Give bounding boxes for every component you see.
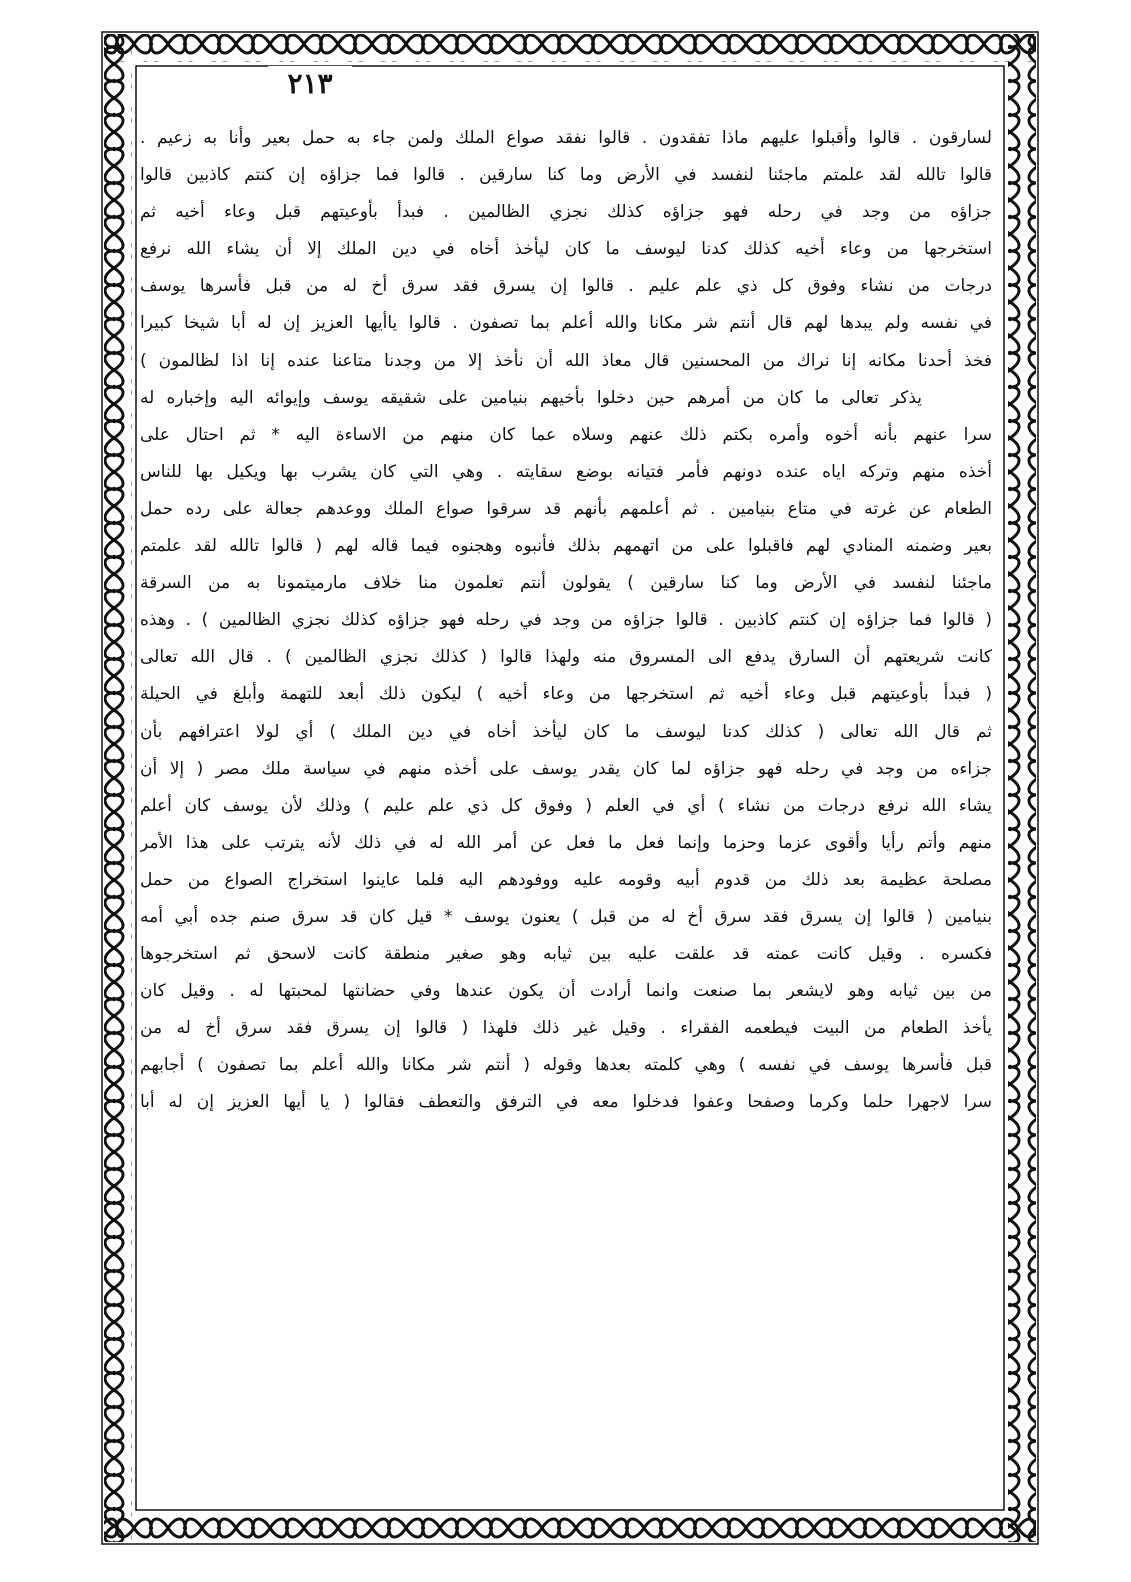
text-line: مصلحة عظيمة بعد ذلك من قدوم أبيه وقومه عليه ووفودهم اليه فلما عاينوا استخراج الصواع من حمل bbox=[140, 869, 992, 890]
text-line: من بين ثيابه وهو لايشعر بما صنعت وانما أرادت أن يكون عندها وفي حضانتها لمحبتها له . وقيل كان bbox=[140, 981, 992, 1002]
text-line: منهم وأتم رأيا وأقوى عزما وحزما وإنما فعل ما فعل عن أمر الله له في ذلك لأنه يترتب على هذا الأمر bbox=[140, 832, 992, 853]
text-line: ماجئنا لنفسد في الأرض وما كنا سارقين ) يقولون أنتم تعلمون منا خلاف مارميتمونا به من السرقة bbox=[140, 573, 992, 594]
text-line: ( قالوا فما جزاؤه إن كنتم كاذبين . قالوا جزاؤه من وجد في رحله فهو جزاؤه كذلك نجزي الظالمين ) . وهذه bbox=[140, 610, 992, 631]
text-line: كانت شريعتهم أن السارق يدفع الى المسروق منه ولهذا قالوا ( كذلك نجزي الظالمين ) . قال الله تعالى bbox=[140, 647, 992, 668]
text-line: جزاءه من وجد في رحله فهو جزاؤه لما كان يقدر يوسف على أخذه منهم في سياسة ملك مصر ( إلا أن bbox=[140, 758, 992, 779]
text-line: درجات من نشاء وفوق كل ذي علم عليم . قالوا إن يسرق فقد سرق أخ له من قبل فأسرها يوسف bbox=[140, 276, 992, 297]
text-line: قبل فأسرها يوسف في نفسه ) وهي كلمته بعدها وقوله ( أنتم شر مكانا والله أعلم بما تصفون ) أجابهم bbox=[140, 1055, 992, 1076]
text-line: يأخذ الطعام من البيت فيطعمه الفقراء . وقيل غير ذلك فلهذا ( قالوا إن يسرق فقد سرق أخ له من bbox=[140, 1018, 992, 1039]
text-line: في نفسه ولم يبدها لهم قال أنتم شر مكانا والله أعلم بما تصفون . قالوا ياأيها العزيز إن له أبا شيخا كبيرا bbox=[140, 313, 992, 334]
text-line: استخرجها من وعاء أخيه كذلك كدنا ليوسف ما كان ليأخذ أخاه في دين الملك إلا أن يشاء الله نرفع bbox=[140, 239, 992, 260]
text-line: سرا لاجهرا حلما وكرما وصفحا وعفوا فدخلوا معه في الترفق والتعطف فقالوا ( يا أيها العزيز إن له أبا bbox=[140, 1092, 992, 1113]
text-line: سرا عنهم بأنه أخوه وأمره بكتم ذلك عنهم وسلاه عما كان منهم من الاساءة اليه * ثم احتال على bbox=[140, 424, 992, 445]
body-text bbox=[140, 120, 992, 1122]
paragraph-start-line: يذكر تعالى ما كان من أمرهم حين دخلوا بأخيهم بنيامين على شقيقه يوسف وإيوائه اليه وإخباره له bbox=[140, 387, 922, 408]
text-line: فكسره . وقيل كانت عمته قد علقت عليه بين ثيابه وهو صغير منطقة كانت لاسحق ثم استخرجوها bbox=[140, 944, 992, 965]
text-line: أخذه منهم وتركه اياه عنده دونهم فأمر فتيانه بوضع سقايته . وهي التي كان يشرب بها ويكيل بها للناس bbox=[140, 461, 992, 482]
page-number: ٢١٣ bbox=[268, 66, 352, 102]
text-line: الطعام عن غرته في متاع بنيامين . ثم أعلمهم بأنهم قد سرقوا صواع الملك ووعدهم جعالة على رده حمل bbox=[140, 498, 992, 519]
text-line: ثم قال الله تعالى ( كذلك كدنا ليوسف ما كان ليأخذ أخاه في دين الملك ) أي لولا اعترافهم بأن bbox=[140, 721, 992, 742]
text-line: بنيامين ( قالوا إن يسرق فقد سرق أخ له من قبل ) يعنون يوسف * قيل كان قد سرق صنم جده أبي أمه bbox=[140, 906, 992, 927]
text-line: يشاء الله نرفع درجات من نشاء ) أي في العلم ( وفوق كل ذي علم عليم ) وذلك لأن يوسف كان أعلم bbox=[140, 795, 992, 816]
text-line: ( فبدأ بأوعيتهم قبل وعاء أخيه ثم استخرجها من وعاء أخيه ) ليكون ذلك أبعد للتهمة وأبلغ في الحيلة bbox=[140, 684, 992, 705]
text-line: لسارقون . قالوا وأقبلوا عليهم ماذا تفقدون . قالوا نفقد صواع الملك ولمن جاء به حمل بعير وأنا به زعيم . bbox=[140, 128, 992, 148]
text-line: قالوا تالله لقد علمتم ماجئنا لنفسد في الأرض وما كنا سارقين . قالوا فما جزاؤه إن كنتم كاذبين قالوا bbox=[140, 165, 992, 186]
text-line: فخذ أحدنا مكانه إنا نراك من المحسنين قال معاذ الله أن نأخذ إلا من وجدنا متاعنا عنده إنا اذا لظالمون ) bbox=[140, 350, 992, 371]
text-line: بعير وضمنه المنادي لهم فاقبلوا على من اتهمهم بذلك فأنبوه وهجنوه فيما قاله لهم ( قالوا تالله لقد علمتم bbox=[140, 536, 992, 557]
text-line: جزاؤه من وجد في رحله فهو جزاؤه كذلك نجزي الظالمين . فبدأ بأوعيتهم قبل وعاء أخيه ثم bbox=[140, 202, 992, 223]
